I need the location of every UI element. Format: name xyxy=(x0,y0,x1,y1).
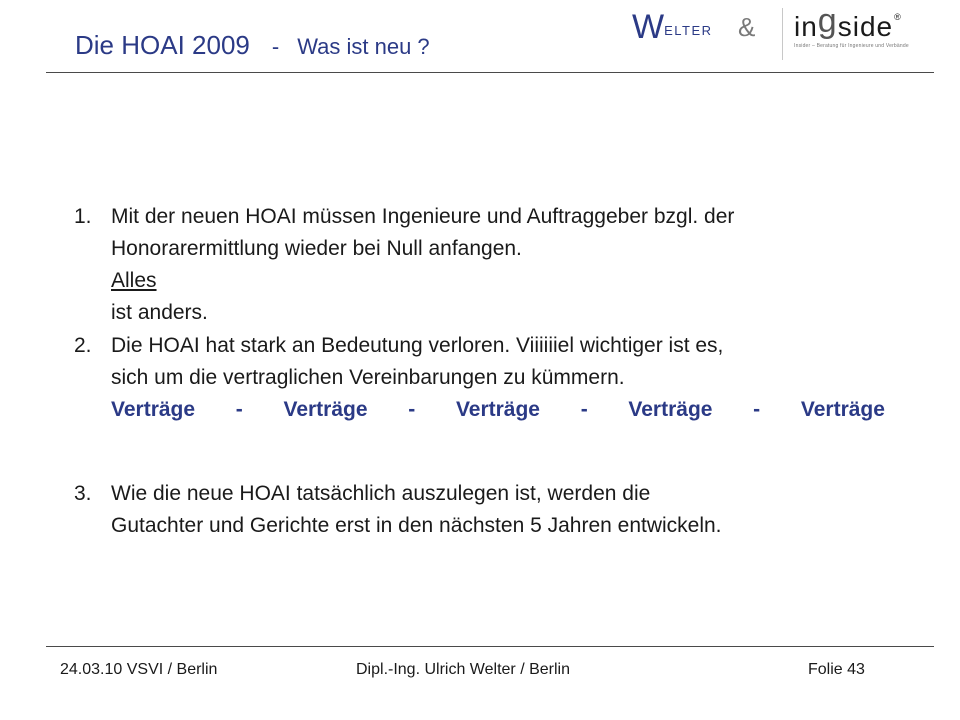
title-separator: - xyxy=(271,34,280,59)
ingside-tagline: Insider – Beratung für Ingenieure und Verbände xyxy=(794,43,909,49)
emphasis-word: Verträge xyxy=(628,398,713,421)
list-item-text xyxy=(111,478,904,542)
ingside-logo-word xyxy=(794,2,894,42)
list-item-line: Wie die neue HOAI tatsächlich auszulegen ist, werden die xyxy=(111,482,651,505)
emphasis-separator: - xyxy=(235,398,243,421)
welter-logo-rest: ELTER xyxy=(664,23,713,38)
list-item-number: 3. xyxy=(74,482,92,505)
logo-ampersand: & xyxy=(738,12,756,42)
list-item-text xyxy=(111,201,904,329)
footer-author: Dipl.-Ing. Ulrich Welter / Berlin xyxy=(356,661,570,678)
header-rule xyxy=(46,72,934,73)
footer-date-venue: 24.03.10 VSVI / Berlin xyxy=(60,661,218,678)
list-item-number: 1. xyxy=(74,205,92,228)
list-item-line: Mit der neuen HOAI müssen Ingenieure und Auftraggeber bzgl. der xyxy=(111,205,735,228)
footer-rule xyxy=(46,646,934,647)
emphasis-word: Verträge xyxy=(283,398,368,421)
ingside-logo-side: side xyxy=(837,11,894,42)
slide-title xyxy=(75,30,430,61)
list-item-number: 2. xyxy=(74,334,92,357)
list-item-line: sich um die vertraglichen Vereinbarungen zu kümmern. xyxy=(111,366,625,389)
emphasis-separator: - xyxy=(408,398,416,421)
emphasis-word: Verträge xyxy=(111,398,196,421)
welter-logo xyxy=(632,8,713,47)
list-item-text xyxy=(111,330,904,426)
title-main: Die HOAI 2009 xyxy=(75,30,250,60)
list-item-line: Gutachter und Gerichte erst in den nächsten 5 Jahren entwickeln. xyxy=(111,514,722,537)
welter-logo-initial: W xyxy=(632,8,665,46)
registered-mark: ® xyxy=(894,12,901,22)
text-segment: Honorarermittlung wieder bei Null anfangen. xyxy=(111,237,522,260)
title-subtitle: Was ist neu ? xyxy=(297,34,430,59)
footer-slide-number: Folie 43 xyxy=(808,661,865,678)
list-item xyxy=(74,478,904,542)
underlined-word: Alles xyxy=(111,269,157,292)
emphasis-row xyxy=(111,394,885,426)
logo-divider xyxy=(782,8,783,60)
list-item xyxy=(74,330,904,426)
ingside-logo xyxy=(794,2,909,49)
emphasis-word: Verträge xyxy=(800,398,885,421)
ingside-logo-in: in xyxy=(794,11,818,42)
list-item-line: Die HOAI hat stark an Bedeutung verloren. Viiiiiiel wichtiger ist es, xyxy=(111,334,724,357)
list-item-line xyxy=(111,233,904,329)
emphasis-separator: - xyxy=(580,398,588,421)
emphasis-word: Verträge xyxy=(455,398,540,421)
list-item xyxy=(74,201,904,329)
text-segment: ist anders. xyxy=(111,301,208,324)
ingside-logo-g: g xyxy=(817,2,838,40)
emphasis-separator: - xyxy=(753,398,761,421)
